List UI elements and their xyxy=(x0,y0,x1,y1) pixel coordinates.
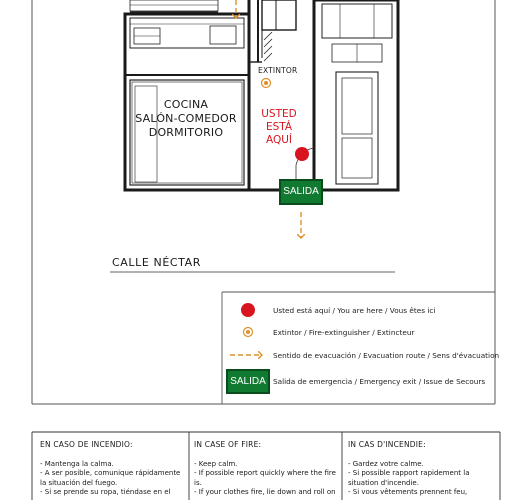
instructions-en-title: IN CASE OF FIRE: xyxy=(194,440,262,449)
legend-emergency-exit-text: Salida de emergencia / Emergency exit / Issue de Secours xyxy=(273,377,486,386)
room-label xyxy=(128,98,244,140)
instructions-fr-line: - Si possible rapport rapidement la xyxy=(348,469,470,478)
legend-extinguisher-icon xyxy=(244,328,253,337)
door-hatch xyxy=(264,32,272,61)
top-strip xyxy=(130,0,218,12)
instructions-en-line: - Keep calm. xyxy=(194,460,238,468)
instructions-fr-body xyxy=(348,460,496,497)
living-furniture xyxy=(322,4,392,184)
kitchen-counter xyxy=(130,18,244,48)
legend-you-are-here-text: Usted está aquí / You are here / Vous êtes ici xyxy=(273,306,436,315)
instructions-fr-title: IN CAS D'INCENDIE: xyxy=(348,440,426,449)
you-are-here-label xyxy=(254,108,304,147)
you-are-here-marker xyxy=(295,147,309,161)
extinguisher-label: EXTINTOR xyxy=(258,66,298,75)
you-are-here-line: USTED xyxy=(261,108,297,120)
exit-sign: SALIDA xyxy=(279,179,323,205)
legend-you-are-here-icon xyxy=(241,303,255,317)
instructions-en-line: - If possible report quickly where the fire xyxy=(194,469,336,478)
instructions-es-title: EN CASO DE INCENDIO: xyxy=(40,440,133,449)
you-are-here-line: ESTÁ xyxy=(265,121,293,133)
room-label-line: COCINA xyxy=(163,98,209,111)
apartment-walls xyxy=(125,0,398,190)
instructions-es-line: - A ser posible, comunique rápidamente xyxy=(40,469,181,478)
instructions-en-line: - If your clothes fire, lie down and roll on xyxy=(194,487,336,496)
instructions-fr-line: - Si vous vêtements prennent feu, xyxy=(348,487,468,496)
instructions-es-line: - Si se prende su ropa, tiéndase en el xyxy=(40,487,171,496)
street-name: CALLE NÉCTAR xyxy=(112,256,202,269)
instructions-fr-line: situation d'incendie. xyxy=(348,478,419,487)
instructions-es-line: - Mantenga la calma. xyxy=(40,460,114,468)
legend-evacuation-route-text: Sentido de evacuación / Evacuation route / Sens d'évacuation xyxy=(273,351,500,360)
instructions-en-body xyxy=(194,460,340,497)
extinguisher-icon xyxy=(262,79,271,88)
you-are-here-line: AQUÍ xyxy=(265,134,293,146)
room-label-line: DORMITORIO xyxy=(148,126,224,139)
instructions-fr-line: - Gardez votre calme. xyxy=(348,460,424,468)
instructions-en-line: is. xyxy=(194,478,202,487)
sheet-border xyxy=(32,0,495,404)
legend-exit-sign: SALIDA xyxy=(226,369,270,394)
room-label-line: SALÓN-COMEDOR xyxy=(135,112,237,125)
instructions-es-line: la situación del fuego. xyxy=(40,478,118,487)
legend-extinguisher-text: Extintor / Fire-extinguisher / Extincteur xyxy=(273,328,415,337)
instructions-es-body xyxy=(40,460,186,497)
